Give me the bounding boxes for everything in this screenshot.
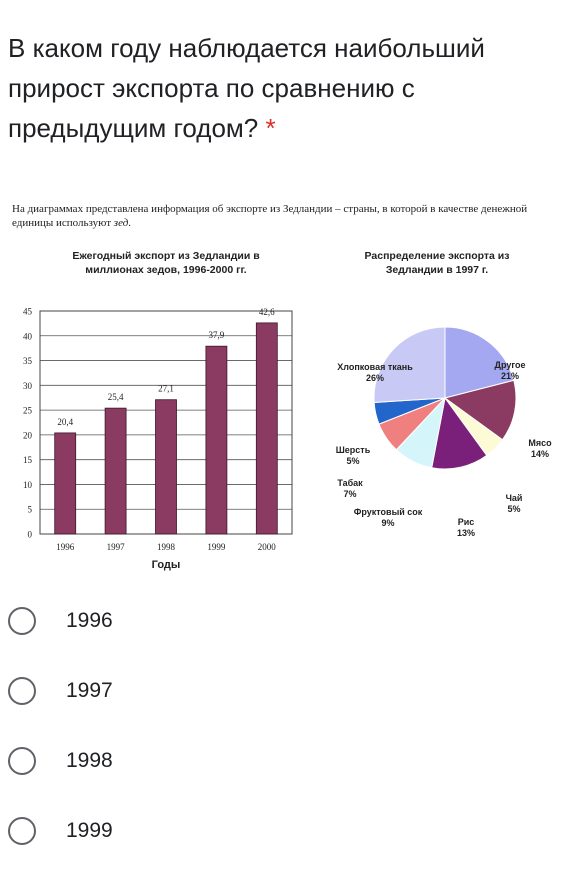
bar-chart-title-line: миллионах зедов, 1996-2000 гг. (85, 264, 247, 276)
x-tick-label: 1998 (157, 542, 175, 552)
chart-intro-text (12, 202, 532, 230)
intro-end: . (128, 217, 132, 229)
y-tick-label: 30 (23, 380, 32, 391)
pie-slice-name-label: Другое (494, 360, 526, 370)
pie-slice-name-label: Шерсть (335, 445, 371, 455)
y-tick-label: 40 (23, 331, 32, 342)
option-1999[interactable] (8, 806, 308, 856)
option-label: 1999 (66, 819, 113, 842)
option-label: 1996 (66, 609, 113, 632)
pie-slice-value-label: 9% (381, 518, 395, 528)
x-axis-label: Годы (151, 559, 181, 571)
bar-value-label: 25,4 (107, 392, 124, 403)
y-tick-label: 0 (27, 529, 32, 540)
bar-value-label: 42,6 (258, 306, 275, 317)
pie-slice-name-label: Табак (337, 478, 363, 488)
intro-currency: зед (113, 217, 129, 229)
bar-value-label: 37,9 (208, 330, 225, 341)
x-tick-label: 1996 (56, 542, 75, 552)
pie-slice-name-label: Чай (505, 493, 523, 503)
y-tick-label: 25 (23, 405, 32, 416)
option-1996[interactable] (8, 596, 308, 646)
question-text: В каком году наблюдается наибольший прирост экспорта по сравнению с предыдущим годом? (8, 33, 485, 143)
bar-chart-title-line: Ежегодный экспорт из Зедландии в (72, 250, 260, 262)
pie-slice-value-label: 5% (507, 504, 521, 514)
pie-slice-value-label: 5% (346, 456, 360, 466)
y-tick-label: 15 (23, 455, 32, 466)
y-tick-label: 20 (23, 430, 32, 441)
bar-1999 (206, 346, 227, 534)
pie-slice-name-label: Хлопковая ткань (337, 362, 413, 372)
radio-button-icon[interactable] (8, 817, 36, 845)
pie-slice-name-label: Фруктовый сок (353, 507, 423, 517)
option-label: 1998 (66, 749, 113, 772)
x-tick-label: 1997 (106, 542, 125, 552)
radio-button-icon[interactable] (8, 677, 36, 705)
required-asterisk: * (265, 113, 276, 143)
pie-slice-value-label: 7% (343, 489, 357, 499)
radio-button-icon[interactable] (8, 607, 36, 635)
bar-1998 (156, 400, 177, 534)
pie-slice-value-label: 13% (456, 528, 476, 538)
pie-slice-name-label: Рис (457, 517, 475, 527)
intro-main: На диаграммах представлена информация об экспорте из Зедландии – страны, в которой в качестве денежной единицы используют (12, 203, 528, 229)
bar-value-label: 20,4 (57, 416, 74, 427)
x-tick-label: 1999 (207, 542, 226, 552)
pie-slice-value-label: 26% (365, 373, 385, 383)
bar-1997 (105, 408, 126, 534)
y-tick-label: 45 (23, 306, 32, 317)
bar-2000 (256, 323, 277, 534)
pie-slice-name-label: Мясо (528, 438, 552, 448)
x-tick-label: 2000 (257, 542, 276, 552)
pie-slice-value-label: 21% (500, 371, 520, 381)
y-tick-label: 35 (23, 356, 32, 367)
option-1997[interactable] (8, 666, 308, 716)
option-label: 1997 (66, 679, 113, 702)
y-tick-label: 10 (23, 479, 32, 490)
radio-button-icon[interactable] (8, 747, 36, 775)
bar-value-label: 27,1 (158, 383, 174, 394)
y-tick-label: 5 (27, 504, 32, 515)
pie-chart-title-line: Зедландии в 1997 г. (385, 264, 489, 276)
question-title (8, 28, 568, 148)
pie-chart-title-line: Распределение экспорта из (364, 250, 510, 262)
option-1998[interactable] (8, 736, 308, 786)
export-charts-figure (0, 240, 576, 585)
bar-1996 (55, 433, 76, 534)
pie-slice-value-label: 14% (530, 449, 550, 459)
